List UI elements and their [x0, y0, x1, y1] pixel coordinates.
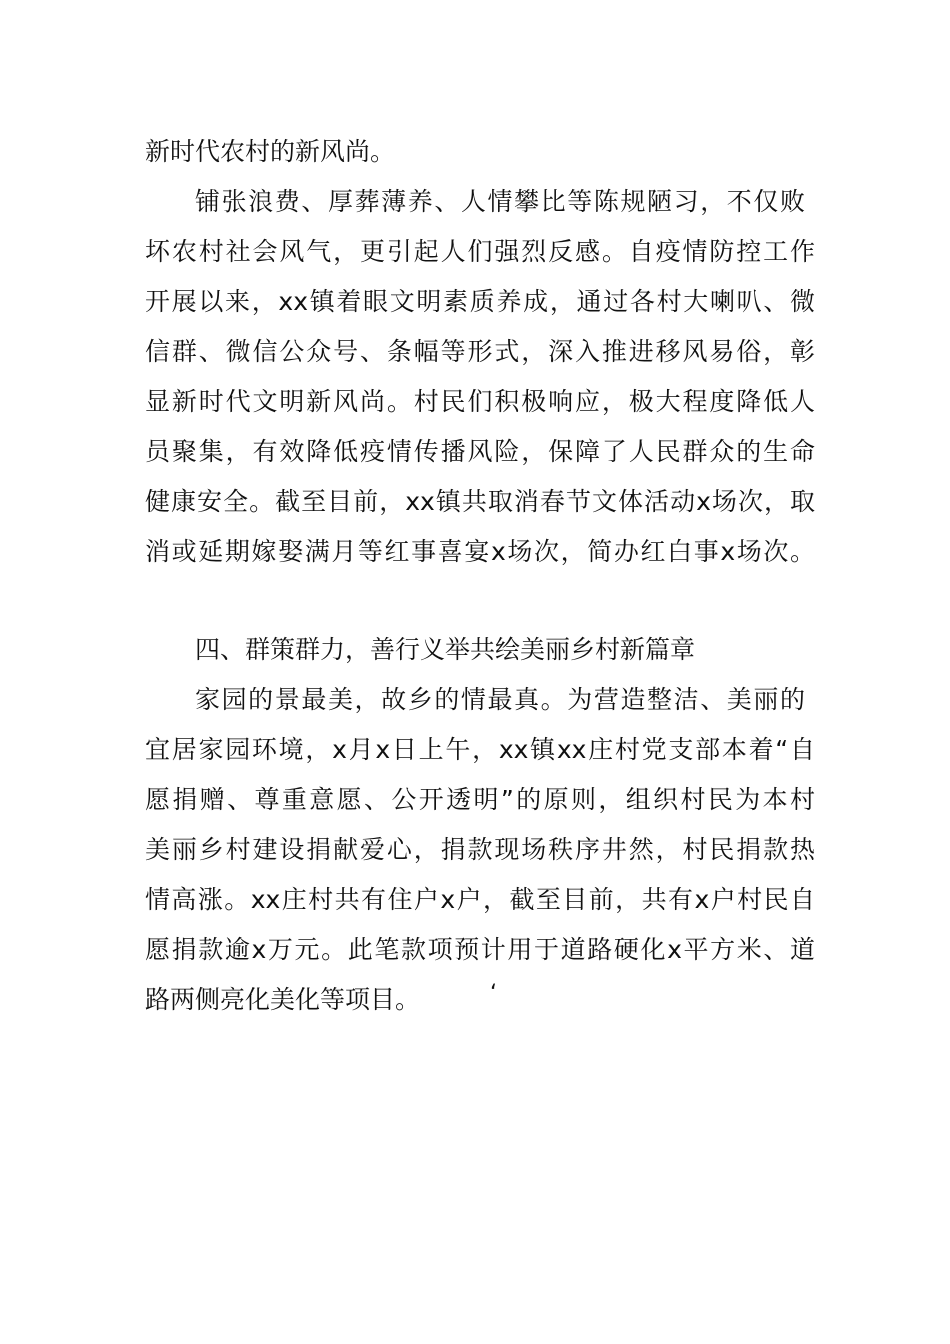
paragraph-2-line-1: 家园的景最美，故乡的情最真。为营造整洁、美丽的 — [195, 685, 805, 714]
section-heading: 四、群策群力，善行义举共绘美丽乡村新篇章 — [195, 635, 696, 664]
paragraph-2-line-4: 美丽乡村建设捐献爱心，捐款现场秩序井然，村民捐款热 — [145, 835, 815, 864]
stray-quote-mark: ‘ — [490, 981, 497, 1006]
text-line-1: 新时代农村的新风尚。 — [145, 137, 396, 166]
paragraph-2-line-2: 宜居家园环境，x月x日上午，xx镇xx庄村党支部本着“自 — [145, 735, 815, 764]
paragraph-1-line-2: 坏农村社会风气，更引起人们强烈反感。自疫情防控工作 — [145, 237, 815, 266]
paragraph-1-line-5: 显新时代文明新风尚。村民们积极响应，极大程度降低人 — [145, 387, 815, 416]
paragraph-1-line-8: 消或延期嫁娶满月等红事喜宴x场次，简办红白事x场次。 — [145, 537, 815, 566]
paragraph-1-line-7: 健康安全。截至目前，xx镇共取消春节文体活动x场次，取 — [145, 487, 815, 516]
paragraph-2-line-5: 情高涨。xx庄村共有住户x户，截至目前，共有x户村民自 — [145, 885, 815, 914]
paragraph-2-line-6: 愿捐款逾x万元。此笔款项预计用于道路硬化x平方米、道 — [145, 935, 815, 964]
paragraph-1-line-6: 员聚集，有效降低疫情传播风险，保障了人民群众的生命 — [145, 437, 815, 466]
paragraph-2-line-7: 路两侧亮化美化等项目。 — [145, 985, 421, 1014]
paragraph-1-line-4: 信群、微信公众号、条幅等形式，深入推进移风易俗，彰 — [145, 337, 815, 366]
paragraph-1-line-1: 铺张浪费、厚葬薄养、人情攀比等陈规陋习，不仅败 — [195, 187, 805, 216]
paragraph-2-line-3: 愿捐赠、尊重意愿、公开透明”的原则，组织村民为本村 — [145, 785, 815, 814]
paragraph-1-line-3: 开展以来，xx镇着眼文明素质养成，通过各村大喇叭、微 — [145, 287, 815, 316]
